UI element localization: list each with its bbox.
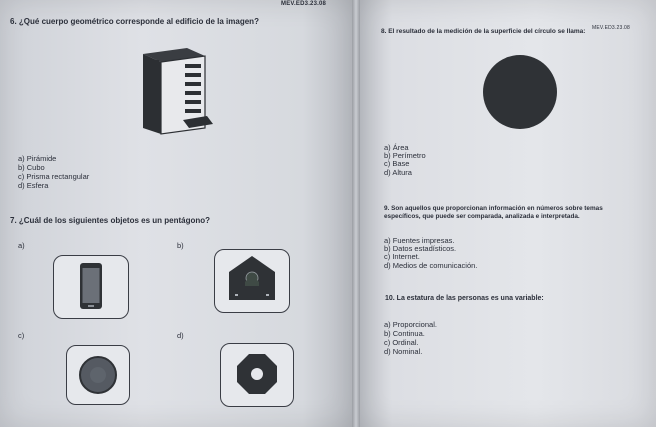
page-code-top: MEV.ED3.23.08 xyxy=(281,1,327,7)
q9-option-b[interactable]: b) Datos estadísticos. xyxy=(384,244,457,253)
q6-option-c[interactable]: c) Prisma rectangular xyxy=(18,172,90,181)
option-a-box[interactable] xyxy=(53,255,129,319)
option-c-box[interactable] xyxy=(66,345,130,405)
question-8: 8. El resultado de la medición de la superficie del círculo se llama: xyxy=(381,28,586,35)
q10-option-b[interactable]: b) Continua. xyxy=(384,329,425,338)
question-10: 10. La estatura de las personas es una variable: xyxy=(385,295,544,302)
building-image xyxy=(135,42,215,142)
q10-option-c[interactable]: c) Ordinal. xyxy=(384,338,419,347)
q9-option-d[interactable]: d) Medios de comunicación. xyxy=(384,261,478,270)
octagon-nut-icon xyxy=(221,344,293,406)
question-6: 6. ¿Qué cuerpo geométrico corresponde al edificio de la imagen? xyxy=(10,17,259,26)
filled-circle-image xyxy=(481,53,559,131)
coin-circle-icon xyxy=(67,346,129,404)
q7-label-a: a) xyxy=(18,241,25,250)
option-d-box[interactable] xyxy=(220,343,294,407)
q8-option-d[interactable]: d) Altura xyxy=(384,168,412,177)
q7-label-b: b) xyxy=(177,241,184,250)
q7-label-d: d) xyxy=(177,331,184,340)
q10-option-a[interactable]: a) Proporcional. xyxy=(384,320,437,329)
q6-option-a[interactable]: a) Pirámide xyxy=(18,154,57,163)
question-7: 7. ¿Cuál de los siguientes objetos es un pentágono? xyxy=(10,216,211,225)
question-9-line-1: 9. Son aquellos que proporcionan información en números sobre temas xyxy=(384,205,603,212)
phone-icon xyxy=(54,256,128,318)
birdhouse-pentagon-icon xyxy=(215,250,289,312)
q6-option-d[interactable]: d) Esfera xyxy=(18,181,49,190)
page-code-right: MEV.ED3.23.08 xyxy=(592,25,630,31)
option-b-box[interactable] xyxy=(214,249,290,313)
q8-option-c[interactable]: c) Base xyxy=(384,159,410,168)
q8-option-b[interactable]: b) Perímetro xyxy=(384,151,426,160)
q8-option-a[interactable]: a) Área xyxy=(384,143,409,152)
book-spine xyxy=(352,0,360,427)
q6-option-b[interactable]: b) Cubo xyxy=(18,163,45,172)
q9-option-a[interactable]: a) Fuentes impresas. xyxy=(384,236,455,245)
question-9-line-2: específicos, que puede ser comparada, analizada e interpretada. xyxy=(384,213,580,220)
q10-option-d[interactable]: d) Nominal. xyxy=(384,347,423,356)
q7-label-c: c) xyxy=(18,331,25,340)
q9-option-c[interactable]: c) Internet. xyxy=(384,252,420,261)
